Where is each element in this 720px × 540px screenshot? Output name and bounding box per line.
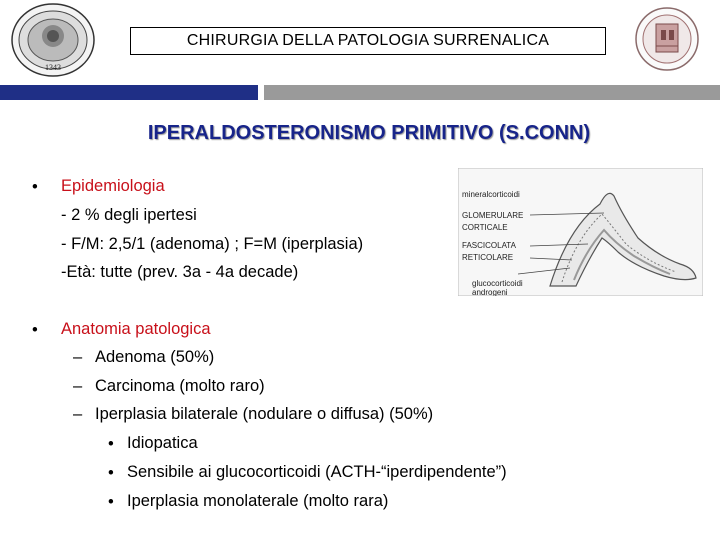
dash: – xyxy=(73,377,83,395)
adrenal-cortex-diagram xyxy=(458,168,703,296)
dash: – xyxy=(73,405,83,423)
bullet: • xyxy=(32,178,38,196)
dash: – xyxy=(73,348,83,366)
sub-bullet: • xyxy=(108,493,114,511)
diagram-label: mineralcorticoidi xyxy=(462,190,520,199)
bullet: • xyxy=(32,321,38,339)
seal-date: 1343 xyxy=(45,63,61,72)
section-heading-anatomia: Anatomia patologica xyxy=(61,320,211,338)
diagram-label: GLOMERULARE xyxy=(462,211,524,220)
sub-bullet: • xyxy=(108,435,114,453)
list-item: Iperplasia monolaterale (molto rara) xyxy=(127,492,389,510)
list-item: Iperplasia bilaterale (nodulare o diffusa) (50%) xyxy=(95,405,434,423)
slide-title: IPERALDOSTERONISMO PRIMITIVO (S.CONN) xyxy=(147,122,591,144)
list-item: -Età: tutte (prev. 3a - 4a decade) xyxy=(61,263,299,281)
diagram-label: CORTICALE xyxy=(462,223,508,232)
list-item: - F/M: 2,5/1 (adenoma) ; F=M (iperplasia) xyxy=(61,235,364,253)
sub-bullet: • xyxy=(108,464,114,482)
header-title: CHIRURGIA DELLA PATOLOGIA SURRENALICA xyxy=(130,27,606,55)
list-item: Adenoma (50%) xyxy=(95,348,215,366)
diagram-label: FASCICOLATA xyxy=(462,241,516,250)
list-item: Idiopatica xyxy=(127,434,198,452)
list-item: - 2 % degli ipertesi xyxy=(61,206,197,224)
diagram-label: RETICOLARE xyxy=(462,253,514,262)
diagram-label: glucocorticoidi xyxy=(472,279,523,288)
diagram-label: androgeni xyxy=(472,288,508,296)
list-item: Carcinoma (molto raro) xyxy=(95,377,265,395)
list-item: Sensibile ai glucocorticoidi (ACTH-“iperdipendente”) xyxy=(127,463,507,481)
section-heading-epidemiologia: Epidemiologia xyxy=(61,177,165,195)
